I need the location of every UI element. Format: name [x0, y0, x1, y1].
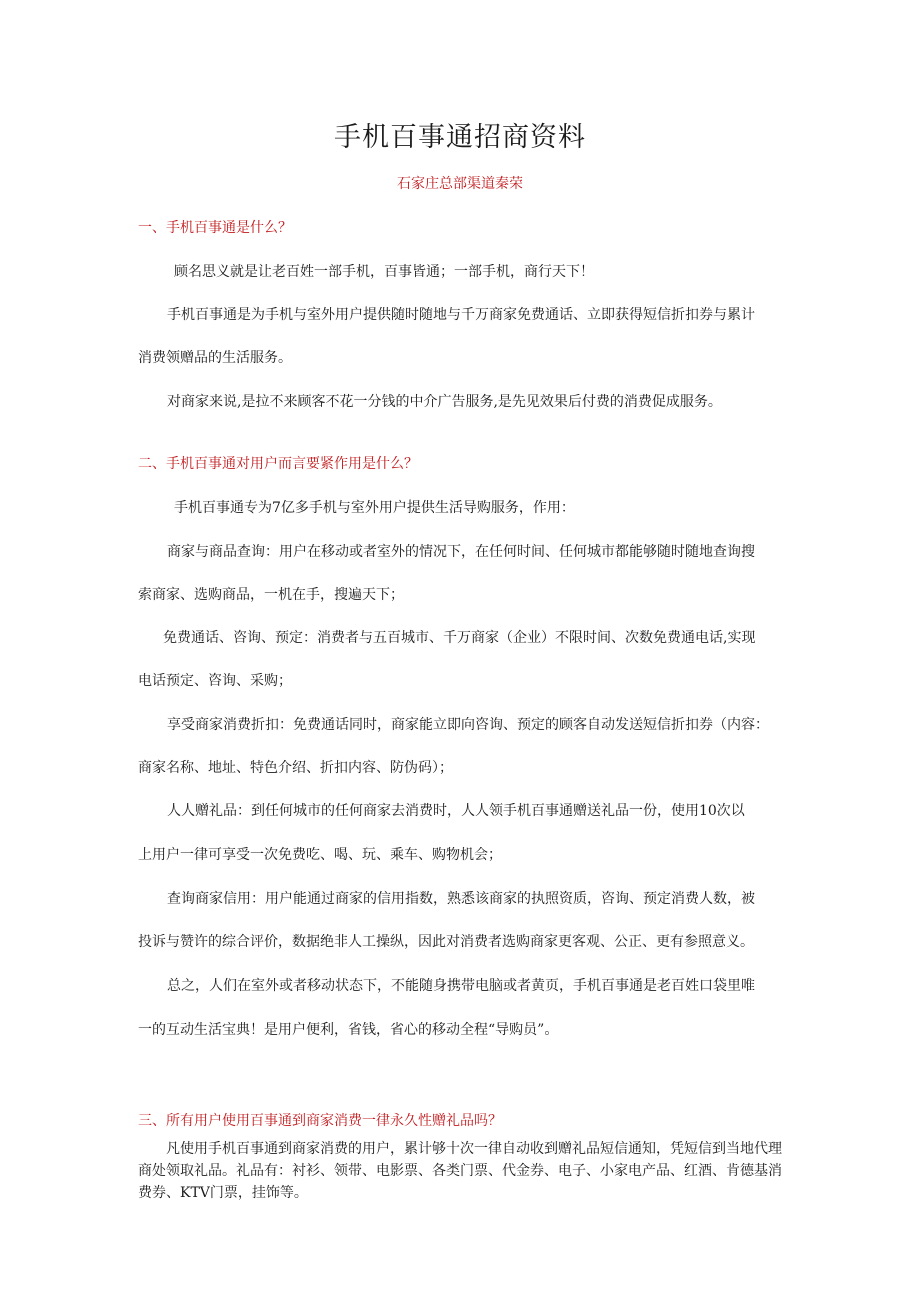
section2-paragraph: 查询商家信用：用户能通过商家的信用指数，熟悉该商家的执照资质，咨询、预定消费人数，被	[167, 891, 755, 907]
section2-intro: 手机百事通专为7亿多手机与室外用户提供生活导购服务，作用：	[174, 500, 575, 516]
section1-paragraph: 手机百事通是为手机与室外用户提供随时随地与千万商家免费通话、立即获得短信折扣券与累计	[167, 307, 755, 323]
document-title: 手机百事通招商资料	[334, 122, 586, 153]
section2-paragraph: 索商家、选购商品，一机在手，搜遍天下；	[138, 587, 404, 603]
section2-paragraph: 电话预定、咨询、采购；	[138, 673, 292, 689]
document-subtitle: 石家庄总部渠道秦荣	[397, 176, 523, 192]
section2-paragraph: 商家与商品查询：用户在移动或者室外的情况下，在任何时间、任何城市都能够随时随地查询搜	[167, 544, 755, 560]
section2-paragraph: 免费通话、咨询、预定：消费者与五百城市、千万商家（企业）不限时间、次数免费通电话,实现	[163, 630, 756, 646]
section1-paragraph: 顾名思义就是让老百姓一部手机，百事皆通；一部手机，商行天下！	[174, 264, 594, 280]
section2-paragraph: 上用户一律可享受一次免费吃、喝、玩、乘车、购物机会；	[138, 847, 502, 863]
section2-paragraph: 总之，人们在室外或者移动状态下，不能随身携带电脑或者黄页，手机百事通是老百姓口袋里唯	[167, 978, 755, 994]
section1-heading: 一、手机百事通是什么？	[138, 220, 292, 236]
section3-paragraph: 凡使用手机百事通到商家消费的用户，累计够十次一律自动收到赠礼品短信通知，凭短信到当地代理商处领取礼品。礼品有：衬衫、领带、电影票、各类门票、代金券、电子、小家电产品、红酒、肯德基消费券、KTV门票，挂饰等。	[138, 1141, 782, 1201]
section2-heading: 二、手机百事通对用户而言要紧作用是什么？	[138, 456, 418, 472]
section3-heading: 三、所有用户使用百事通到商家消费一律永久性赠礼品吗？	[138, 1113, 502, 1129]
section1-paragraph: 消费领赠品的生活服务。	[138, 350, 292, 366]
section2-paragraph: 享受商家消费折扣：免费通话同时，商家能立即向咨询、预定的顾客自动发送短信折扣券（内容：	[167, 717, 769, 733]
section2-paragraph: 人人赠礼品：到任何城市的任何商家去消费时，人人领手机百事通赠送礼品一份，使用10次以	[167, 803, 745, 819]
section1-paragraph: 对商家来说,是拉不来顾客不花一分钱的中介广告服务,是先见效果后付费的消费促成服务。	[167, 394, 722, 410]
section2-paragraph: 投诉与赞许的综合评价，数据绝非人工操纵，因此对消费者选购商家更客观、公正、更有参照意义。	[138, 934, 754, 950]
section2-paragraph: 一的互动生活宝典！是用户便利，省钱，省心的移动全程“导购员”。	[138, 1022, 559, 1038]
section2-paragraph: 商家名称、地址、特色介绍、折扣内容、防伪码）；	[138, 760, 453, 776]
